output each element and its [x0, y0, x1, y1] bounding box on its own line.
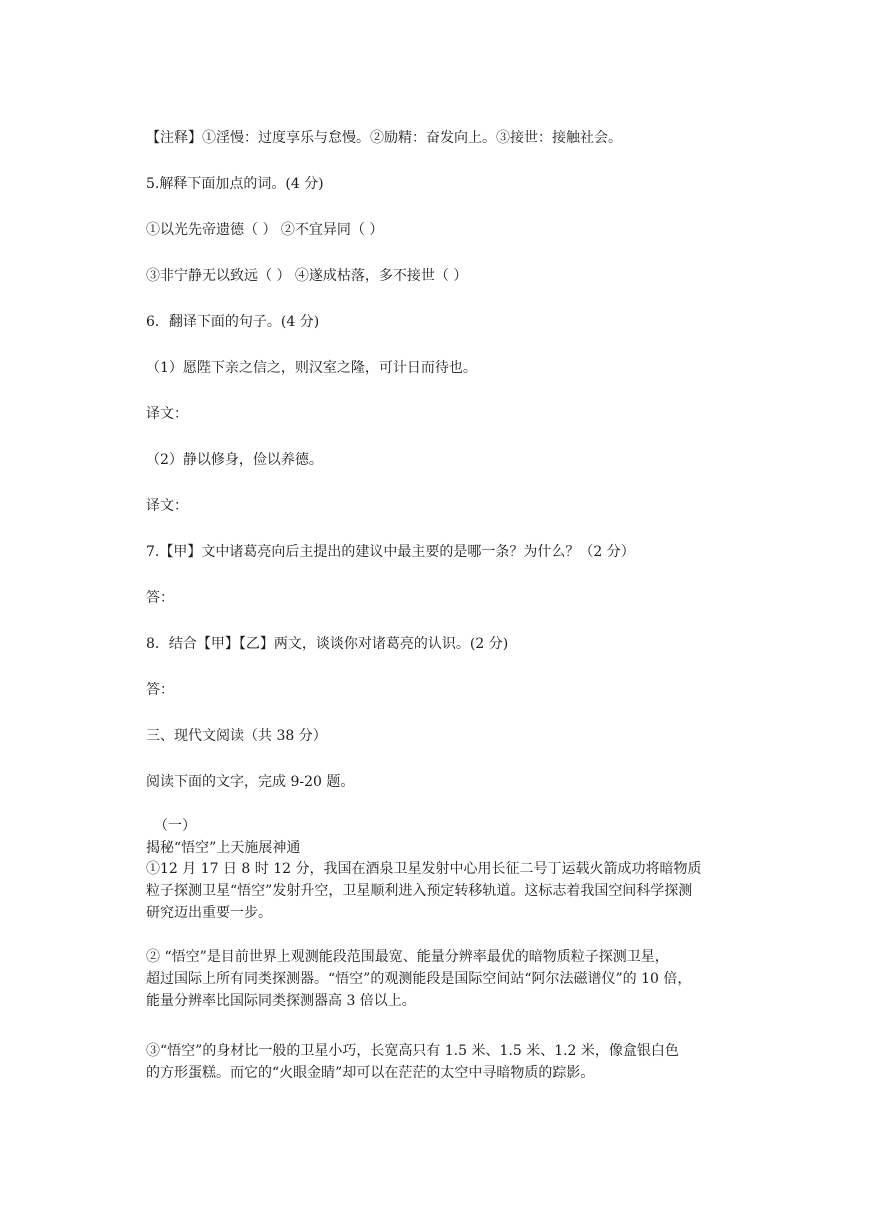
paragraph-line: 的方形蛋糕。而它的“火眼金睛”却可以在茫茫的太空中寻暗物质的踪影。 — [146, 1065, 595, 1081]
section-3-instructions: 阅读下面的文字，完成 9-20 题。 — [146, 774, 355, 790]
translation-label-2: 译文： — [146, 498, 188, 514]
paragraph-line: 能量分辨率比国际同类探测器高 3 倍以上。 — [146, 993, 416, 1009]
paragraph-line: ①12 月 17 日 8 时 12 分，我国在酒泉卫星发射中心用长征二号丁运载火箭成功将暗物质 — [146, 861, 702, 877]
answer-label-7: 答： — [146, 590, 174, 606]
question-5-items-a: ①以光先帝遗德（ ） ②不宜异同（ ） — [146, 222, 384, 238]
section-3-heading: 三、现代文阅读（共 38 分） — [146, 728, 327, 744]
answer-label-8: 答： — [146, 682, 174, 698]
translation-label-1: 译文： — [146, 406, 188, 422]
question-6-sentence-1: （1）愿陛下亲之信之，则汉室之隆，可计日而待也。 — [146, 360, 477, 376]
question-7: 7.【甲】文中诸葛亮向后主提出的建议中最主要的是哪一条？为什么？（2 分） — [146, 544, 635, 560]
question-6-sentence-2: （2）静以修身，俭以养德。 — [146, 452, 323, 468]
paragraph-line: ② “悟空”是目前世界上观测能段范围最宽、能量分辨率最优的暗物质粒子探测卫星， — [146, 949, 669, 965]
question-5-items-b: ③非宁静无以致远（ ） ④遂成枯落，多不接世（ ） — [146, 268, 468, 284]
reading-part-label: （一） — [154, 818, 196, 834]
reading-paragraph-1 — [146, 858, 746, 924]
paragraph-line: ③“悟空”的身材比一般的卫星小巧，长宽高只有 1.5 米、1.5 米、1.2 米，像盒银白色 — [146, 1043, 679, 1059]
paragraph-line: 超过国际上所有同类探测器。“悟空”的观测能段是国际空间站“阿尔法磁谱仪”的 10 倍， — [146, 971, 692, 987]
question-5: 5.解释下面加点的词。(4 分) — [146, 176, 324, 192]
question-8: 8．结合【甲】【乙】两文，谈谈你对诸葛亮的认识。(2 分) — [146, 636, 509, 652]
reading-paragraph-3 — [146, 1040, 746, 1084]
annotation-note: 【注释】①淫慢：过度享乐与怠慢。②励精：奋发向上。③接世：接触社会。 — [146, 130, 622, 146]
reading-title: 揭秘“悟空”上天施展神通 — [146, 840, 301, 856]
paragraph-line: 研究迈出重要一步。 — [146, 905, 272, 921]
reading-paragraph-2 — [146, 946, 746, 1012]
question-6: 6．翻译下面的句子。(4 分) — [146, 314, 320, 330]
paragraph-line: 粒子探测卫星“悟空”发射升空，卫星顺利进入预定转移轨道。这标志着我国空间科学探测 — [146, 883, 693, 899]
